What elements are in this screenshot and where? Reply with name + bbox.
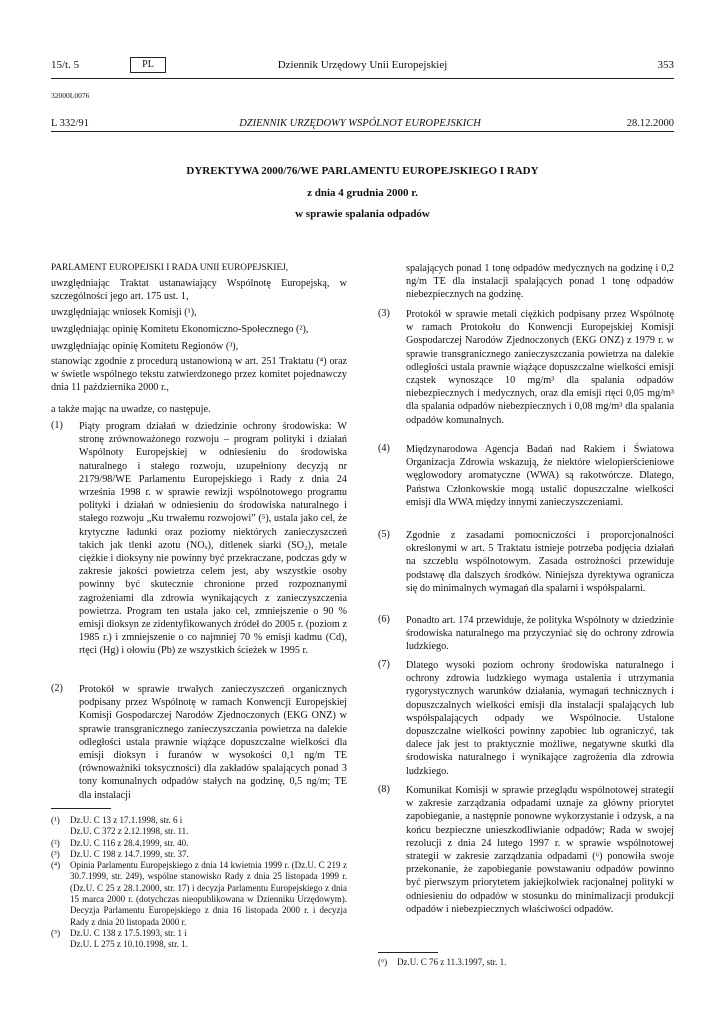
directive-title: DYREKTYWA 2000/76/WE PARLAMENTU EUROPEJSKIEGO I RADY <box>186 165 539 177</box>
recital-7-number: (7) <box>378 659 390 670</box>
recital-7: Dlatego wysoki poziom ochrony środowiska naturalnego i ochrony zdrowia ludzkiego wymaga ustalenia i utrzymania rygorystycznych warunków działania, wymagań technicznych i dopuszczalnych wielkości emisji dla instalacji spalających lub współspalających odpady we Wspólnocie. Ustalone dopuszczalne wielkości powinny zapobiec lub ograniczyć, tak dalece jak jest to praktycznie możliwe, negatywne skutki dla środowiska naturalnego i wynikające zagrożenia dla zdrowia ludzkiego. <box>406 660 674 777</box>
footnote-text: Dz.U. C 76 z 11.3.1997, str. 1. <box>397 957 507 967</box>
page-code: 15/t. 5 <box>51 59 80 71</box>
whereas-intro: a także mając na uwadze, co następuje. <box>51 404 211 415</box>
footnote-marker: (⁶) <box>378 957 388 967</box>
recital-1: Piąty program działań w dziedzinie ochrony środowiska: W stronę zrównoważonego rozwoju – program polityki i działań Wspólnoty Europejskiej w odniesieniu do środowiska naturalnego i stałego rozwoju, uzupełniony decyzją nr 2179/98/WE Parlamentu Europejskiego i Rady z dnia 24 września 1998 r. w sprawie rewizji wspólnotowego programu polityki i działań w odniesieniu do środowiska naturalnego i stałego rozwoju „Ku trwałemu rozwojowi” (⁵), ustala jako cel, że krytyczne ładunki oraz poziomy niektórych zanieczyszczeń takich jak tlenki azotu (NOₓ), ditlenek siarki (SO₂), metale ciężkie i dioksyny nie powinny być przekraczane, podczas gdy w zakresie jakości powietrza celem jest, aby wszystkie osoby powinny być skutecznie chronione przed rozpoznanymi zagrożeniami dla zdrowia wynikających z zanieczyszczenia powietrza. Program ten ustala jako cel, zmniejszenie o 90 % emisji dioksyn ze zidentyfikowanych źródeł do 2005 r. (poziom z 1985 r.) i zmniejszenie o co najmniej 70 % emisji kadmu (Cd), rtęci (Hg) i ołowiu (Pb) ze wszystkich ścieżek w 1995 r. <box>79 421 347 657</box>
language-badge: PL <box>130 57 166 73</box>
page-number: 353 <box>657 59 674 71</box>
footnote-1b <box>51 826 347 837</box>
footnote-3 <box>51 849 347 860</box>
oj-title: DZIENNIK URZĘDOWY WSPÓLNOT EUROPEJSKICH <box>239 118 481 129</box>
directive-subject: w sprawie spalania odpadów <box>295 208 430 220</box>
recital-2-continued: spalających ponad 1 tonę odpadów medycznych na godzinę i 0,2 ng/m TE dla instalacji spalających ponad 1 tonę odpadów niebezpiecznych na godzinę. <box>406 263 674 301</box>
footnote-text: Opinia Parlamentu Europejskiego z dnia 14 kwietnia 1999 r. (Dz.U. C 219 z 30.7.1999, str. 249), wspólne stanowisko Rady z dnia 25 listopada 1999 r. (Dz.U. C 25 z 28.1.2000, str. 17) i decyzja Parlamentu Europejskiego z dnia 15 marca 2000 r. (dotychczas nieopublikowana w Dzienniku Urzędowym). Decyzja Parlamentu Europejskiego z dnia 16 listopada 2000 r. i decyzja Rady z dnia 20 listopada 2000 r. <box>70 860 347 927</box>
footnote-text: Dz.U. C 198 z 14.7.1999, str. 37. <box>70 848 189 859</box>
footnote-marker: (⁴) <box>51 860 61 871</box>
recital-3: Protokół w sprawie metali ciężkich podpisany przez Wspólnotę w ramach Protokołu do Konwencji Europejskiej Komisji Gospodarczej Narodów Zjednoczonych (EKG ONZ) z 1979 r. w sprawie transgranicznego zanieczyszczania powietrza na dalekie odległości ustala prawnie wiążące dopuszczalne wielkości emisji cząstek wynoszące 10 mg/m³ dla spalania odpadów niebezpiecznych i medycznych, oraz dla emisji rtęci 0,05 mg/m³ dla spalania odpadów niebezpiecznych i 0,08 mg/m³ dla spalania odpadów komunalnych. <box>406 309 674 426</box>
citation-treaty: uwzględniając Traktat ustanawiający Wspólnotę Europejską, w szczególności jego art. 175 ust. 1, <box>51 278 347 303</box>
recital-4: Międzynarodowa Agencja Badań nad Rakiem i Światowa Organizacja Zdrowia wskazują, że niektóre wielopierścieniowe węglowodory aromatyczne (WWA) są rakotwórcze. Dlatego, Państwa Członkowskie mogą ustalić dopuszczalne wielkości emisji dla WWA między innymi zanieczyszczeniami. <box>406 444 674 508</box>
recital-8-number: (8) <box>378 784 390 795</box>
footnote-2 <box>51 838 347 849</box>
oj-date: 28.12.2000 <box>626 118 674 129</box>
recital-5-number: (5) <box>378 529 390 540</box>
footnote-4 <box>51 860 347 928</box>
footnotes-left <box>51 815 347 951</box>
footnote-marker: (³) <box>51 848 60 859</box>
oj-rule <box>51 131 674 132</box>
header-rule <box>51 78 674 79</box>
journal-title: Dziennik Urzędowy Unii Europejskiej <box>277 59 448 71</box>
celex-number: 32000L0076 <box>51 91 90 100</box>
recital-2: Protokół w sprawie trwałych zanieczyszczeń organicznych podpisany przez Wspólnotę w ramach Konwencji Europejskiej Komisji Gospodarczej Narodów Zjednoczonych (EKG ONZ) w sprawie transgranicznego zanieczyszczania powietrza na dalekie odległości ustala prawnie wiążące dopuszczalne wielkości dla emisji dioksyn i furanów w wysokości 0,1 ng/m TE (równoważniki toksyczności) dla zakładów spalających ponad 3 tony komunalnych odpadów stałych na godzinę, 0,5 ng/m; TE dla instalacji <box>79 684 347 801</box>
footnote-text: Dz.U. C 116 z 28.4.1999, str. 40. <box>70 837 189 848</box>
recital-6: Ponadto art. 174 przewiduje, że polityka Wspólnoty w dziedzinie środowiska naturalnego ma przyczyniać się do ochrony zdrowia ludzkiego. <box>406 615 674 653</box>
footnote-text: Dz.U. L 275 z 10.10.1998, str. 1. <box>70 939 188 950</box>
citation-regions: uwzględniając opinię Komitetu Regionów (³), <box>51 341 239 352</box>
recital-5: Zgodnie z zasadami pomocniczości i proporcjonalności określonymi w art. 5 Traktatu istnieje potrzeba podjęcia działań na szczeblu wspólnotowym. Zasada ostrożności przewiduje podstawę dla dalszych środków. Niniejsza dyrektywa ogranicza się do minimalnych wymagań dla spalarni i współspalarni. <box>406 530 674 594</box>
footnote-1 <box>51 815 347 826</box>
recital-8: Komunikat Komisji w sprawie przeglądu wspólnotowej strategii w zakresie zarządzania odpadami uznaje za główny priorytet zapobieganie, a następnie ponowne wykorzystanie i odzysk, a na końcu bezpieczne unieszkodliwianie odpadów; Rada w swojej rezolucji z dnia 24 lutego 1997 r. w sprawie wspólnotowej strategii w zakresie zarządzania odpadami (⁶) ponowiła swoje przekonanie, że zapobieganie powstawaniu odpadów powinno być pierwszym priorytetem jakiejkolwiek racjonalnej polityki w odniesieniu do odpadów w stosunku do minimalizacji produkcji odpadów i niebezpiecznych właściwości odpadów. <box>406 785 674 915</box>
footnote-5 <box>51 928 347 939</box>
footnote-marker: (¹) <box>51 815 60 825</box>
recital-1-number: (1) <box>51 420 63 431</box>
footnote-6 <box>378 957 674 969</box>
citation-commission: uwzględniając wniosek Komisji (¹), <box>51 307 197 318</box>
footnote-marker: (²) <box>51 837 60 848</box>
recital-2-number: (2) <box>51 683 63 694</box>
preamble-parliament: PARLAMENT EUROPEJSKI I RADA UNII EUROPEJSKIEJ, <box>51 263 289 273</box>
footnote-5b <box>51 939 347 950</box>
citation-procedure: stanowiąc zgodnie z procedurą ustanowioną w art. 251 Traktatu (⁴) oraz w świetle wspólnego tekstu zatwierdzonego przez komitet pojednawczy dnia 11 października 2000 r., <box>51 356 347 394</box>
citation-ecosoc: uwzględniając opinię Komitetu Ekonomiczno-Społecznego (²), <box>51 324 309 335</box>
footnote-text: Dz.U. C 372 z 2.12.1998, str. 11. <box>70 826 189 837</box>
recital-6-number: (6) <box>378 614 390 625</box>
recital-4-number: (4) <box>378 443 390 454</box>
footnote-text: Dz.U. C 13 z 17.1.1998, str. 6 i <box>70 815 183 825</box>
footnote-rule-left <box>51 808 111 809</box>
directive-date: z dnia 4 grudnia 2000 r. <box>307 187 418 199</box>
footnote-text: Dz.U. C 138 z 17.5.1993, str. 1 i <box>70 928 187 939</box>
recital-3-number: (3) <box>378 308 390 319</box>
footnote-marker: (⁵) <box>51 928 61 939</box>
footnote-rule-right <box>378 952 438 953</box>
oj-reference: L 332/91 <box>51 118 89 129</box>
